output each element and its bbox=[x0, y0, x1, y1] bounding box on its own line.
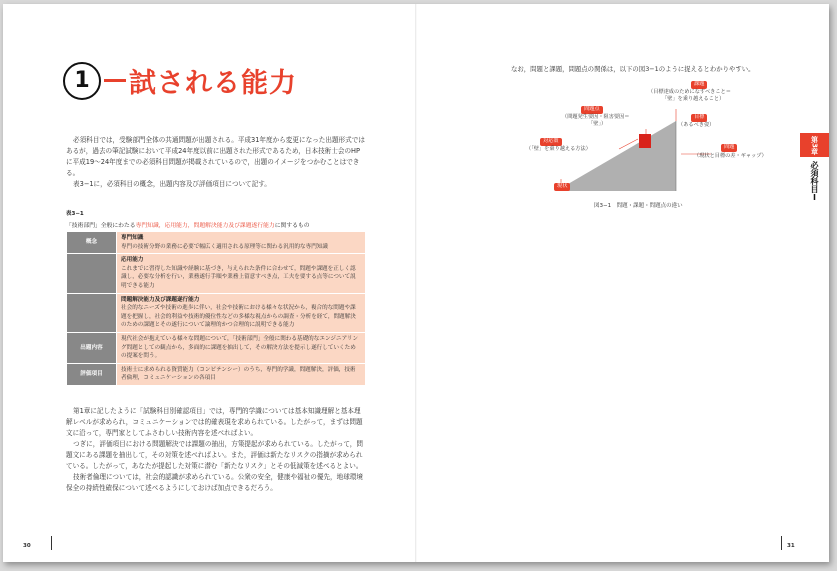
table-cell bbox=[117, 254, 366, 293]
sublabel-taiousaku: （「壁」を乗り越える方法） bbox=[526, 146, 591, 152]
item-title: 応用能力 bbox=[121, 257, 144, 264]
sublabel-kadai-2: 「壁」を乗り越えること） bbox=[662, 96, 725, 102]
label-taiousaku: 対応策 bbox=[540, 138, 562, 146]
label-mondaiten: 問題点 bbox=[581, 106, 603, 114]
caption-highlight: 専門知識，応用能力，問題解決能力及び課題遂行能力 bbox=[135, 223, 275, 229]
page-number: 31 bbox=[787, 543, 795, 549]
caption-prefix: 「技術部門」全般にわたる bbox=[66, 223, 136, 229]
table-row bbox=[67, 332, 366, 363]
row-header-continued bbox=[67, 293, 117, 332]
row-header: 評価項目 bbox=[67, 363, 117, 385]
label-mondai: 問題 bbox=[721, 144, 737, 152]
label-kadai: 課題 bbox=[691, 81, 707, 89]
sublabel-kadai-1: （目標達成のためになすべきこと＝ bbox=[648, 89, 731, 95]
problem-diagram bbox=[526, 79, 767, 204]
table-row bbox=[67, 293, 366, 332]
chapter-title: 試される能力 bbox=[129, 68, 297, 99]
body-paragraph: 第1章に記したように「試験科目別確認項目」では，専門的学識については基本知識理解と基本理解レベルが求められ，コミュニケーションでは的確表現を求められている。したがって，まずは問題文に沿って，専門家としてふさわしい技術内容を述べればよい。 bbox=[66, 407, 363, 437]
label-genjo: 現状 bbox=[554, 183, 570, 191]
chapter-number: 1 bbox=[63, 62, 101, 100]
item-title: 専門知識 bbox=[121, 235, 144, 241]
side-tab-subject: 必須科目Ⅰ bbox=[800, 157, 829, 217]
caption-suffix: に関するもの bbox=[274, 223, 310, 229]
row-header-continued bbox=[67, 254, 117, 293]
chapter-heading bbox=[63, 61, 297, 100]
item-title: 問題解決能力及び課題遂行能力 bbox=[121, 296, 200, 303]
sublabel-mondaiten-1: （問題発生要因・阻害要因＝ bbox=[562, 114, 630, 120]
intro-paragraph: 表3−1に，必須科目の概念，出題内容及び評価項目について記す。 bbox=[73, 180, 271, 188]
item-text: 専門の技術分野の業務に必要で幅広く適用される原理等に関わる汎用的な専門知識 bbox=[121, 243, 328, 250]
item-text: これまでに習得した知識や経験に基づき，与えられた条件に合わせて，問題や課題を正しく認識し，必要な分析を行い，業務遂行手順や業務上留意すべき点，工夫を要する点等について説明できる能力 bbox=[121, 265, 356, 289]
page-number-rule bbox=[781, 536, 782, 550]
figure-caption: 図3−1 問題・課題・問題点の違い bbox=[594, 203, 683, 209]
table-caption bbox=[66, 220, 310, 229]
left-page bbox=[3, 4, 416, 562]
book-spread bbox=[3, 4, 829, 562]
requirements-table bbox=[66, 231, 366, 386]
ramp-shape bbox=[556, 121, 676, 191]
table-row bbox=[67, 232, 366, 254]
item-text: 社会的なニーズや技術の進歩に伴い，社会や技術における様々な状況から，複合的な問題や課題を把握し，社会的利益や技術的優位性などの多様な視点からの調査・分析を経て，問題解決のための課題とその遂行について論理的かつ合理的に説明できる能力 bbox=[121, 305, 356, 329]
sublabel-mokuhyo: （あるべき姿） bbox=[678, 122, 715, 128]
label-mokuhyo: 目標 bbox=[691, 114, 707, 122]
table-label: 表3−1 bbox=[66, 211, 84, 217]
sublabel-mondaiten-2: 「壁」） bbox=[588, 121, 607, 127]
side-tab-chapter: 第3章 bbox=[800, 133, 829, 157]
table-row bbox=[67, 254, 366, 293]
row-header: 出題内容 bbox=[67, 332, 117, 363]
page-number-rule bbox=[51, 536, 52, 550]
wall-block bbox=[639, 134, 651, 148]
sublabel-mondai: （現状と目標の差・ギャップ） bbox=[694, 153, 767, 159]
page-number: 30 bbox=[23, 543, 31, 549]
table-cell: 技術士に求められる資質能力（コンピテンシー）のうち，専門的学識，問題解決，評価，技術者倫理，コミュニケーションの各項目 bbox=[117, 363, 366, 385]
intro-paragraph: 必須科目では，受験部門全体の共通問題が出題される。平成31年度から変更になった出題形式ではあるが，過去の筆記試験において平成24年度以前に出題された形式であるため，日本技術士会のHPに平成19〜24年度までの必須科目問題が掲載されているので，出題のイメージをつかむことはできる。 bbox=[66, 136, 365, 177]
body-paragraph: つぎに，評価項目における問題解決では課題の抽出，方策提起が求められている。したがって，問題文にある課題を抽出して，その対策を述べればよい。また，評価は新たなリスクの指摘が求められている。したがって，あなたが提起した対策に潜む「新たなリスク」とその低減策を述べるとよい。 bbox=[66, 440, 363, 470]
chapter-side-tab[interactable] bbox=[800, 133, 829, 217]
right-page bbox=[416, 4, 829, 562]
table-cell bbox=[117, 232, 366, 254]
table-cell bbox=[117, 293, 366, 332]
table-cell: 現代社会が抱えている様々な問題について，「技術部門」全般に関わる基礎的なエンジニアリング問題としての観点から，多面的に課題を抽出して，その解決方法を提示し遂行していくための提案を問う。 bbox=[117, 332, 366, 363]
table-row bbox=[67, 363, 366, 385]
body-text bbox=[66, 406, 366, 494]
row-header: 概念 bbox=[67, 232, 117, 254]
intro-text bbox=[66, 135, 366, 190]
chapter-rule bbox=[104, 79, 126, 82]
intro-sentence: なお，問題と課題，問題点の関係は，以下の図3−1のように捉えるとわかりやすい。 bbox=[511, 65, 755, 73]
body-paragraph: 技術者倫理については，社会的認識が求められている。公衆の安全，健康や福祉の優先，地球環境保全の持続性確保について述べるようにしておけば加点できるだろう。 bbox=[66, 473, 363, 492]
